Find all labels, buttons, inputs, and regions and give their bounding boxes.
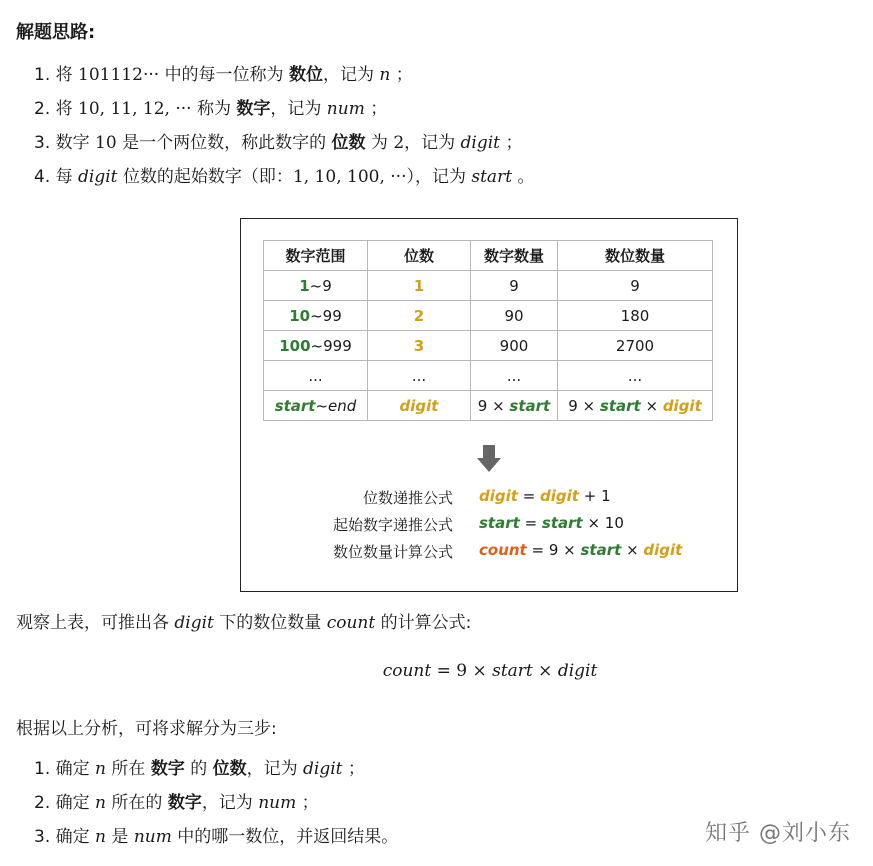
section-heading: 解题思路: (16, 22, 96, 43)
list-item: 2. 将 10, 11, 12, ··· 称为 数字，记为 num ； (34, 99, 388, 119)
header-digit: 位数 (368, 241, 471, 271)
digit-table (263, 240, 713, 421)
list-item: 3. 确定 n 是 num 中的哪一数位，并返回结果。 (34, 827, 399, 847)
arrow-down-icon (477, 445, 501, 473)
observe-paragraph: 观察上表，可推出各 digit 下的数位数量 count 的计算公式: (16, 613, 472, 633)
header-count-digits: 数位数量 (558, 241, 713, 271)
steps-list (34, 752, 398, 854)
table-header-row (264, 241, 713, 271)
table-row-general: start~end digit 9 × start 9 × start × digit (264, 391, 713, 421)
list-item: 3. 数字 10 是一个两位数，称此数字的 位数 为 2，记为 digit ； (34, 133, 523, 153)
table-row: ... ... ... ... (264, 361, 713, 391)
table-row: 100~999 3 900 2700 (264, 331, 713, 361)
count-formula: count = 9 × start × digit (382, 661, 598, 681)
watermark: 知乎 @刘小东 (705, 821, 851, 846)
list-item: 4. 每 digit 位数的起始数字（即：1, 10, 100, ···），记为 start 。 (34, 167, 535, 187)
analysis-paragraph: 根据以上分析，可将求解分为三步: (16, 719, 277, 739)
summary-figure: 数字范围 位数 数字数量 数位数量 1~9 1 9 9 10~99 2 90 180 100~999 3 900 2700 ... ... ... ... start~end digit 9 × start 9 × start × digit 位数递推公式 digit = digit + 1 起始数字递推公式 start = start × 10 数位数量计算公式 count = 9 × start × digit (240, 218, 738, 592)
table-row: 1~9 1 9 9 (264, 271, 713, 301)
list-item: 1. 确定 n 所在 数字 的 位数，记为 digit ； (34, 759, 365, 779)
definitions-list (34, 58, 534, 194)
header-count-numbers: 数字数量 (471, 241, 558, 271)
table-row: 10~99 2 90 180 (264, 301, 713, 331)
list-item: 1. 将 101112··· 中的每一位称为 数位，记为 n ； (34, 65, 413, 85)
list-item: 2. 确定 n 所在的 数字，记为 num ； (34, 793, 319, 813)
header-range: 数字范围 (264, 241, 368, 271)
